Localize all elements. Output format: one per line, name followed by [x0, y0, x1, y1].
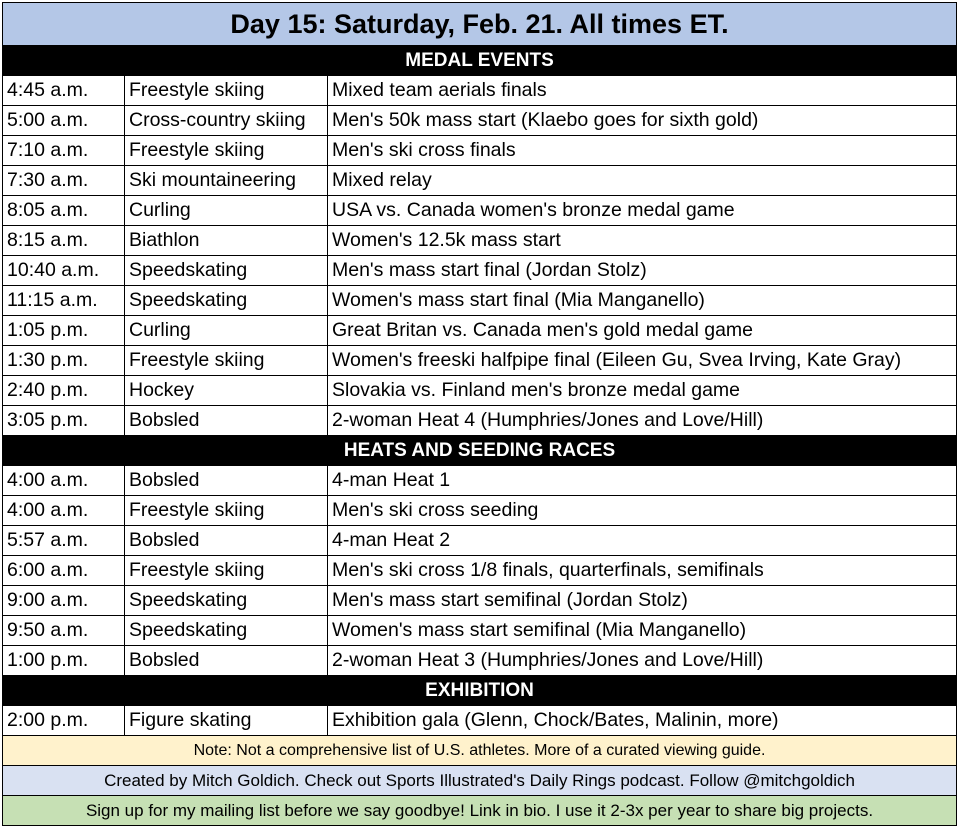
time-cell: 8:15 a.m. [3, 226, 125, 256]
sport-cell: Bobsled [125, 466, 328, 496]
section-heading: EXHIBITION [3, 676, 957, 706]
sport-cell: Speedskating [125, 616, 328, 646]
schedule-row [3, 496, 957, 526]
event-cell: Women's freeski halfpipe final (Eileen Gu, Svea Irving, Kate Gray) [328, 346, 957, 376]
credits-note: Created by Mitch Goldich. Check out Sports Illustrated's Daily Rings podcast. Follow @mitchgoldich [3, 766, 957, 796]
sport-cell: Speedskating [125, 586, 328, 616]
time-cell: 8:05 a.m. [3, 196, 125, 226]
event-cell: 2-woman Heat 4 (Humphries/Jones and Love/Hill) [328, 406, 957, 436]
schedule-row [3, 346, 957, 376]
sport-cell: Freestyle skiing [125, 136, 328, 166]
time-cell: 11:15 a.m. [3, 286, 125, 316]
time-cell: 2:40 p.m. [3, 376, 125, 406]
schedule-row [3, 76, 957, 106]
section-header-row [3, 46, 957, 76]
title-row [3, 3, 957, 46]
time-cell: 5:00 a.m. [3, 106, 125, 136]
sport-cell: Bobsled [125, 406, 328, 436]
credits-note-row [3, 766, 957, 796]
sport-cell: Bobsled [125, 646, 328, 676]
event-cell: Women's mass start semifinal (Mia Manganello) [328, 616, 957, 646]
disclaimer-note-row [3, 736, 957, 766]
schedule-row [3, 526, 957, 556]
schedule-row [3, 586, 957, 616]
schedule-row [3, 136, 957, 166]
sport-cell: Figure skating [125, 706, 328, 736]
event-cell: Women's 12.5k mass start [328, 226, 957, 256]
event-cell: USA vs. Canada women's bronze medal game [328, 196, 957, 226]
time-cell: 3:05 p.m. [3, 406, 125, 436]
time-cell: 1:30 p.m. [3, 346, 125, 376]
time-cell: 9:00 a.m. [3, 586, 125, 616]
sport-cell: Biathlon [125, 226, 328, 256]
event-cell: Great Britan vs. Canada men's gold medal game [328, 316, 957, 346]
time-cell: 4:00 a.m. [3, 466, 125, 496]
schedule-row [3, 226, 957, 256]
event-cell: Men's mass start final (Jordan Stolz) [328, 256, 957, 286]
section-heading: HEATS AND SEEDING RACES [3, 436, 957, 466]
schedule-table [2, 2, 957, 826]
time-cell: 10:40 a.m. [3, 256, 125, 286]
time-cell: 6:00 a.m. [3, 556, 125, 586]
sport-cell: Ski mountaineering [125, 166, 328, 196]
schedule-row [3, 256, 957, 286]
event-cell: Men's ski cross seeding [328, 496, 957, 526]
event-cell: 4-man Heat 1 [328, 466, 957, 496]
time-cell: 7:30 a.m. [3, 166, 125, 196]
event-cell: 4-man Heat 2 [328, 526, 957, 556]
event-cell: Men's mass start semifinal (Jordan Stolz) [328, 586, 957, 616]
section-header-row [3, 436, 957, 466]
schedule-row [3, 406, 957, 436]
page-title: Day 15: Saturday, Feb. 21. All times ET. [3, 3, 957, 46]
time-cell: 1:05 p.m. [3, 316, 125, 346]
event-cell: Men's 50k mass start (Klaebo goes for sixth gold) [328, 106, 957, 136]
sport-cell: Speedskating [125, 286, 328, 316]
time-cell: 5:57 a.m. [3, 526, 125, 556]
schedule-row [3, 106, 957, 136]
event-cell: Exhibition gala (Glenn, Chock/Bates, Malinin, more) [328, 706, 957, 736]
mailing-list-note: Sign up for my mailing list before we say goodbye! Link in bio. I use it 2-3x per year to share big projects. [3, 796, 957, 826]
sport-cell: Curling [125, 316, 328, 346]
time-cell: 7:10 a.m. [3, 136, 125, 166]
sport-cell: Bobsled [125, 526, 328, 556]
section-heading: MEDAL EVENTS [3, 46, 957, 76]
sport-cell: Freestyle skiing [125, 556, 328, 586]
sport-cell: Freestyle skiing [125, 76, 328, 106]
event-cell: Mixed team aerials finals [328, 76, 957, 106]
event-cell: Mixed relay [328, 166, 957, 196]
event-cell: Slovakia vs. Finland men's bronze medal game [328, 376, 957, 406]
sport-cell: Cross-country skiing [125, 106, 328, 136]
schedule-row [3, 706, 957, 736]
schedule-row [3, 556, 957, 586]
mailing-list-note-row [3, 796, 957, 826]
schedule-row [3, 646, 957, 676]
schedule-body [3, 3, 957, 826]
sport-cell: Hockey [125, 376, 328, 406]
event-cell: Men's ski cross 1/8 finals, quarterfinals, semifinals [328, 556, 957, 586]
sport-cell: Freestyle skiing [125, 346, 328, 376]
sport-cell: Speedskating [125, 256, 328, 286]
sport-cell: Curling [125, 196, 328, 226]
schedule-row [3, 316, 957, 346]
time-cell: 2:00 p.m. [3, 706, 125, 736]
time-cell: 1:00 p.m. [3, 646, 125, 676]
event-cell: Women's mass start final (Mia Manganello) [328, 286, 957, 316]
schedule-row [3, 286, 957, 316]
time-cell: 4:00 a.m. [3, 496, 125, 526]
schedule-row [3, 616, 957, 646]
sport-cell: Freestyle skiing [125, 496, 328, 526]
section-header-row [3, 676, 957, 706]
schedule-row [3, 196, 957, 226]
disclaimer-note: Note: Not a comprehensive list of U.S. athletes. More of a curated viewing guide. [3, 736, 957, 766]
time-cell: 9:50 a.m. [3, 616, 125, 646]
event-cell: Men's ski cross finals [328, 136, 957, 166]
time-cell: 4:45 a.m. [3, 76, 125, 106]
schedule-row [3, 466, 957, 496]
schedule-row [3, 166, 957, 196]
event-cell: 2-woman Heat 3 (Humphries/Jones and Love/Hill) [328, 646, 957, 676]
schedule-row [3, 376, 957, 406]
